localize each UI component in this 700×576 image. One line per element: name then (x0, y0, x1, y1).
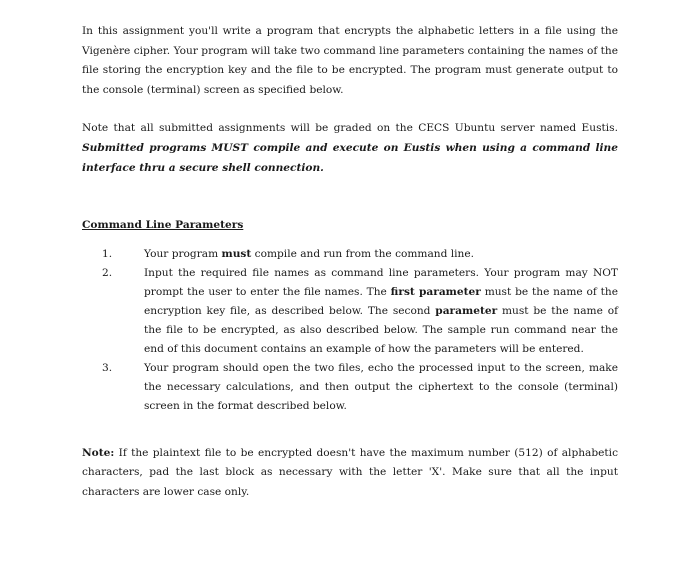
eustis-note-paragraph (82, 119, 618, 178)
document-page (82, 22, 618, 503)
eustis-note-text: Note that all submitted assignments will be graded on the CECS Ubuntu server named Eustis. (82, 122, 618, 135)
padding-note-label: Note: (82, 446, 115, 459)
list-item-number: 1. (102, 247, 113, 260)
list-item-bold: first parameter (390, 285, 481, 298)
padding-note-text: If the plaintext file to be encrypted doesn't have the maximum number (512) of alphabetic characters, pad the last block as necessary with the letter 'X'. Make sure that all the input characters are lower case only. (82, 446, 618, 498)
list-item-bold: parameter (435, 304, 498, 317)
list-item-text: Your program (144, 247, 222, 260)
intro-paragraph (82, 22, 618, 100)
list-item (82, 264, 618, 359)
list-item-number: 2. (102, 266, 113, 279)
list-item-text: must be the name of the encryption key file, as described below. The second (144, 285, 618, 317)
eustis-note-emphasis: Submitted programs MUST compile and execute on Eustis when using a command line interface thru a secure shell connection. (82, 141, 618, 174)
list-item (82, 359, 618, 416)
section-heading: Command Line Parameters (82, 219, 244, 232)
list-item-bold: must (221, 247, 252, 260)
list-item (82, 245, 618, 264)
list-item-text: must be the name of the file to be encrypted, as also described below. The sample run command near the end of this document contains an example of how the parameters will be entered. (144, 304, 618, 355)
list-item-text: compile and run from the command line. (251, 247, 474, 260)
list-item-text: Your program should open the two files, echo the processed input to the screen, make the necessary calculations, and then output the ciphertext to the console (terminal) screen in the format described below. (144, 361, 618, 412)
list-item-number: 3. (102, 361, 113, 374)
intro-text: In this assignment you'll write a program that encrypts the alphabetic letters in a file using the Vigenère cipher. Your program will take two command line parameters containing the names of the file storing the encryption key and the file to be encrypted. The program must generate output to the console (terminal) screen as specified below. (82, 25, 618, 96)
parameter-list (82, 245, 618, 416)
padding-note-paragraph (82, 444, 618, 503)
list-item-text: Input the required file names as command line parameters. Your program may NOT prompt the user to enter the file names. The (144, 266, 618, 298)
